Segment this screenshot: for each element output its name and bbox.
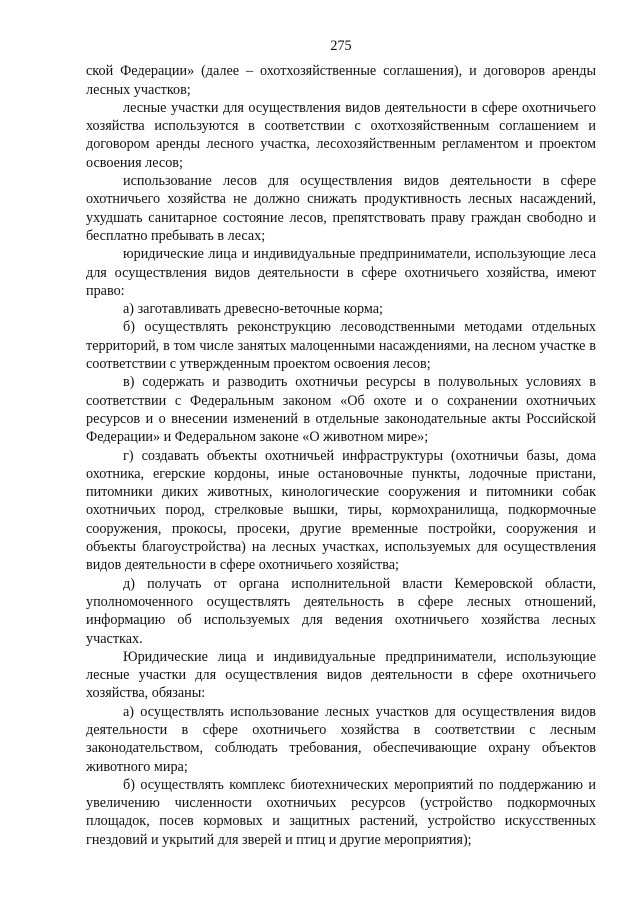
paragraph-right-d: д) получать от органа исполнительной власти Кемеровской области, уполномоченного осуществлять деятельность в сфере лесных отношений, информацию об используемых для ведения охотничьего хозяйства лесных участках. — [86, 575, 596, 647]
page-number: 275 — [330, 38, 352, 54]
paragraph-right-a: а) заготавливать древесно-веточные корма; — [123, 301, 383, 318]
paragraph-rights-intro: юридические лица и индивидуальные предприниматели, использующие леса для осуществления видов деятельности в сфере охотничьего хозяйства, имеют право: — [86, 246, 596, 299]
paragraph-forest-use-limits: использование лесов для осуществления видов деятельности в сфере охотничьего хозяйства не должно снижать продуктивность лесных насаждений, ухудшать санитарное состояние лесов, препятствовать праву граждан свободно и бесплатно пребывать в лесах; — [86, 173, 596, 244]
paragraph-obligation-a: а) осуществлять использование лесных участков для осуществления видов деятельности в сфере охотничьего хозяйства в соответствии с лесным законодательством, соблюдать требования, обеспечивающие охрану объектов животного мира; — [86, 703, 596, 775]
paragraph-right-b: б) осуществлять реконструкцию лесоводственными методами отдельных территорий, в том числе занятых малоценными насаждениями, на лесном участке в соответствии с утвержденным проектом освоения лесов; — [86, 319, 596, 373]
paragraph-right-v: в) содержать и разводить охотничьи ресурсы в полувольных условиях в соответствии с Федеральным законом «Об охоте и о сохранении охотничьих ресурсов и о внесении изменений в отдельные законодательные акты Российской Федерации» и Федеральном законе «О животном мире»; — [86, 374, 596, 446]
paragraph-right-g: г) создавать объекты охотничьей инфраструктуры (охотничьи базы, дома охотника, егерские кордоны, иные остановочные пункты, лодочные пристани, питомники диких животных, кинологические сооружения и питомники собак охотничьих пород, стрелковые вышки, тиры, кормохранилища, подкормочные сооружения, прокосы, просеки, другие временные постройки, сооружения и объекты благоустройства) на лесных участках, используемых для осуществления видов деятельности в сфере охотничьего хозяйства; — [86, 447, 596, 574]
paragraph-continuation: ской Федерации» (далее – охотхозяйственные соглашения), и договоров аренды лесных участков; — [86, 63, 596, 98]
paragraph-lease-use: лесные участки для осуществления видов деятельности в сфере охотничьего хозяйства используются в соответствии с охотхозяйственным соглашением и договором аренды лесного участка, лесохозяйственным регламентом и проектом освоения лесов; — [86, 99, 596, 171]
paragraph-obligation-b: б) осуществлять комплекс биотехнических мероприятий по поддержанию и увеличению численности охотничьих ресурсов (устройство подкормочных площадок, посев кормовых и защитных растений, устройство искусственных гнездовий и укрытий для зверей и птиц и другие мероприятия); — [86, 776, 596, 848]
document-page — [86, 37, 596, 849]
paragraph-obligations-intro: Юридические лица и индивидуальные предприниматели, использующие лесные участки для осуществления видов деятельности в сфере охотничьего хозяйства, обязаны: — [86, 648, 596, 702]
